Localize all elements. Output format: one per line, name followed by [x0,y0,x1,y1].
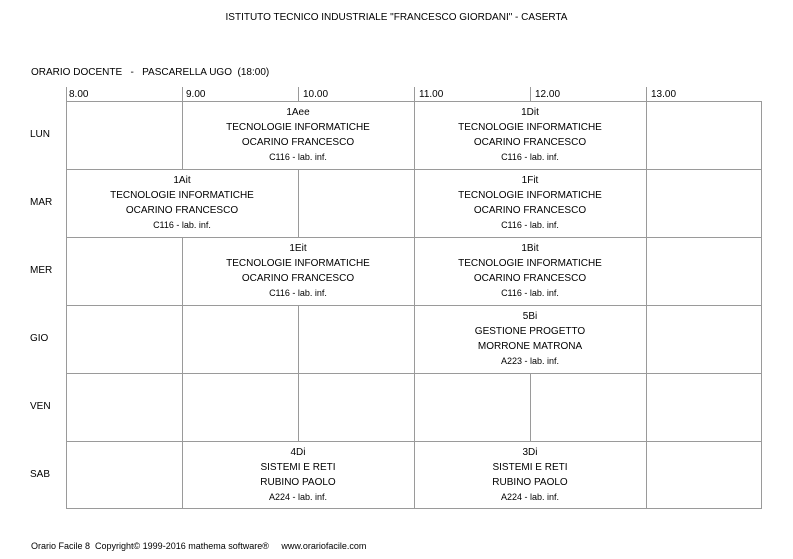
lesson-subject: SISTEMI E RETI [492,462,568,473]
lesson-room: A224 - lab. inf. [500,492,560,502]
hour-label: 11.00 [419,89,444,100]
lesson-subject: GESTIONE PROGETTO [474,326,586,337]
lesson-teacher: RUBINO PAOLO [492,477,568,488]
lesson-room: A224 - lab. inf. [268,492,328,502]
lesson-subject: TECNOLOGIE INFORMATICHE [226,122,370,133]
hour-label: 8.00 [69,89,89,100]
cell-divider [646,373,647,441]
day-label: GIO [30,333,49,344]
cell-divider [182,373,183,441]
page-title: ISTITUTO TECNICO INDUSTRIALE "FRANCESCO GIORDANI" - CASERTA [225,12,568,23]
lesson-cell[interactable] [182,237,414,305]
cell-divider [298,169,299,237]
hour-tick [298,87,299,101]
lesson-subject: TECNOLOGIE INFORMATICHE [226,258,370,269]
lesson-room: C116 - lab. inf. [501,288,559,298]
lesson-class: 1Ait [173,175,191,186]
cell-divider [530,373,531,441]
hour-tick [530,87,531,101]
lesson-teacher: RUBINO PAOLO [260,477,336,488]
lesson-class: 4Di [290,447,306,458]
hour-tick [182,87,183,101]
lesson-class: 1Eit [289,243,307,254]
lesson-subject: TECNOLOGIE INFORMATICHE [458,190,602,201]
lesson-class: 1Aee [286,107,310,118]
lesson-teacher: OCARINO FRANCESCO [241,273,355,284]
hour-label: 9.00 [186,89,206,100]
cell-divider [182,305,183,373]
lesson-room: A223 - lab. inf. [500,356,560,366]
lesson-room: C116 - lab. inf. [153,220,211,230]
lesson-cell[interactable] [182,441,414,509]
lesson-cell[interactable] [182,101,414,169]
cell-divider [646,101,647,169]
lesson-cell[interactable] [414,441,646,509]
cell-divider [298,305,299,373]
lesson-cell[interactable] [414,169,646,237]
hour-label: 10.00 [303,89,329,100]
lesson-class: 5Bi [522,311,538,322]
cell-divider [298,373,299,441]
teacher-schedule-subtitle: ORARIO DOCENTE - PASCARELLA UGO (18:00) [31,67,270,78]
cell-divider [646,305,647,373]
hour-label: 12.00 [535,89,561,100]
lesson-subject: SISTEMI E RETI [260,462,336,473]
day-label: MAR [30,197,53,208]
lesson-teacher: OCARINO FRANCESCO [473,205,587,216]
lesson-subject: TECNOLOGIE INFORMATICHE [110,190,254,201]
lesson-subject: TECNOLOGIE INFORMATICHE [458,258,602,269]
lesson-room: C116 - lab. inf. [269,152,327,162]
day-label: VEN [30,401,51,412]
lesson-class: 1Fit [521,175,539,186]
cell-divider [646,169,647,237]
lesson-room: C116 - lab. inf. [501,220,559,230]
lesson-room: C116 - lab. inf. [501,152,559,162]
hour-tick [646,87,647,101]
lesson-cell[interactable] [414,305,646,373]
hour-tick [414,87,415,101]
cell-divider [646,441,647,509]
lesson-room: C116 - lab. inf. [269,288,327,298]
day-label: MER [30,265,53,276]
lesson-cell[interactable] [66,169,298,237]
lesson-class: 1Bit [521,243,539,254]
lesson-class: 1Dit [521,107,539,118]
lesson-class: 3Di [522,447,538,458]
day-label: LUN [30,129,51,140]
cell-divider [414,373,415,441]
hour-label: 13.00 [651,89,677,100]
footer-copyright: Orario Facile 8 Copyright© 1999-2016 mathema software® www.orariofacile.com [31,541,367,551]
hour-tick [66,87,67,101]
lesson-subject: TECNOLOGIE INFORMATICHE [458,122,602,133]
lesson-teacher: OCARINO FRANCESCO [241,137,355,148]
day-label: SAB [30,469,51,480]
lesson-cell[interactable] [414,101,646,169]
lesson-cell[interactable] [414,237,646,305]
lesson-teacher: MORRONE MATRONA [477,341,583,352]
cell-divider [646,237,647,305]
lesson-teacher: OCARINO FRANCESCO [473,137,587,148]
lesson-teacher: OCARINO FRANCESCO [125,205,239,216]
lesson-teacher: OCARINO FRANCESCO [473,273,587,284]
